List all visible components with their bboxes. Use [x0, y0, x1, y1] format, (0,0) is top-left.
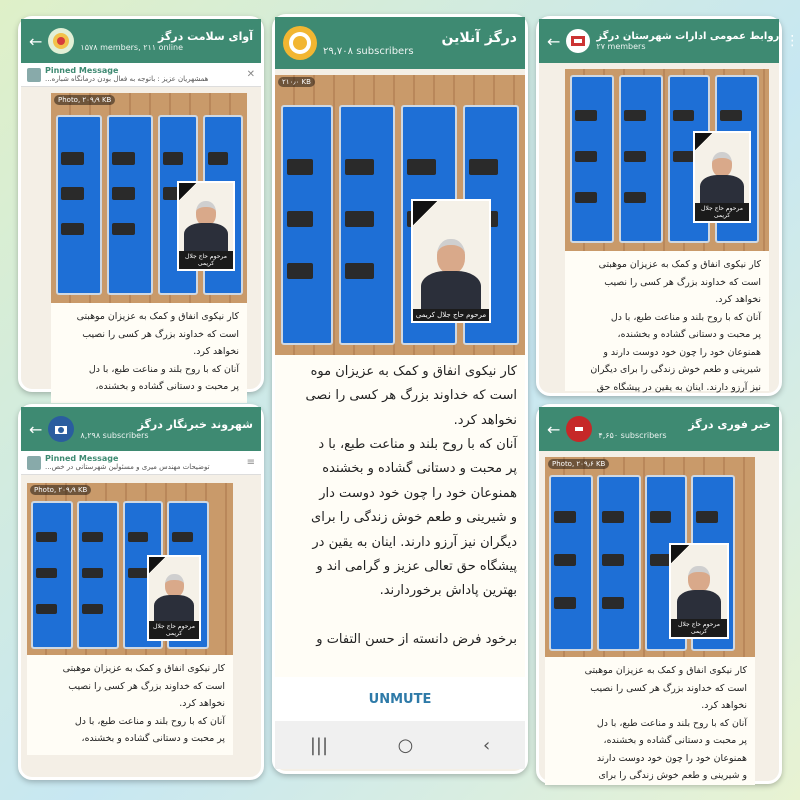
text-line: کار نیکوی انفاق و کمک به عزیزان موهبتی	[76, 311, 239, 322]
text-line: نیز آرزو دارند. اینان به یقین در پیشگاه حق	[596, 381, 761, 393]
mourning-ribbon	[671, 545, 691, 577]
pinned-text: توضیحات مهندس میری و مسئولین شهرستانی در خص...	[45, 463, 210, 471]
back-arrow-icon[interactable]: ←	[29, 419, 43, 439]
message-photo[interactable]	[27, 483, 233, 655]
channel-avatar[interactable]	[566, 416, 592, 442]
home-icon[interactable]: ○	[397, 734, 414, 756]
office-logo-icon	[569, 32, 587, 50]
text-line: آنان که با روح بلند و مناعت طبع، با د	[318, 437, 517, 453]
menu-icon[interactable]: ⋮	[785, 33, 800, 49]
back-arrow-icon[interactable]: ←	[29, 31, 43, 51]
text-line: همنوعان خود را چون خود دوست دار	[319, 485, 517, 501]
header-meta	[323, 30, 517, 57]
stretcher-image	[619, 75, 663, 243]
photo-size-badge: Photo, ۲۰۹٫۹ KB	[54, 95, 115, 105]
message-text	[275, 355, 525, 677]
mourning-ribbon	[695, 133, 714, 164]
text-line: پر محبت و دستانی گشاده و بخشنده،	[81, 733, 225, 745]
text-line: است که خداوند بزرگ هر کسی را نصی	[305, 388, 517, 404]
channel-subtitle: ۲۹,۷۰۸ subscribers	[323, 45, 414, 57]
text-line: نخواهد کرد.	[701, 700, 747, 712]
channel-title: خبر فوری درگز	[688, 418, 771, 431]
channel-avatar[interactable]	[48, 416, 74, 442]
channel-subtitle: ۱۵۷۸ members, ۲۱۱ online	[80, 43, 184, 52]
text-line: کار نیکوی انفاق و کمک به عزیزان موهبتی	[62, 663, 225, 674]
header-meta	[598, 418, 771, 440]
pinned-message-bar[interactable]	[21, 63, 261, 87]
portrait-caption: مرحوم حاج جلال کریمی	[695, 203, 749, 221]
channel-avatar[interactable]	[48, 28, 74, 54]
text-line: است که خداوند بزرگ هر کسی را نصیب	[590, 682, 747, 694]
message-photo[interactable]	[275, 75, 525, 355]
panel-shahrvand-khabarnegar	[18, 404, 264, 780]
message-text	[51, 303, 247, 403]
stretcher-image	[107, 115, 153, 295]
text-line: پر محبت و دستانی گشاده و بخشنده،	[95, 381, 239, 393]
photo-size-badge: Photo, ۲۰۹٫۹ KB	[30, 485, 91, 495]
text-line: کار نیکوی انفاق و کمک به عزیزان موه	[310, 364, 517, 379]
message-photo[interactable]	[51, 93, 247, 303]
unmute-button[interactable]: UNMUTE	[275, 677, 525, 721]
channel-subtitle: ۸,۲۹۸ subscribers	[80, 431, 149, 440]
pinned-thumbnail	[27, 68, 41, 82]
text-line: دیگران نیز آرزو دارند. اینان به یقین در	[312, 534, 517, 550]
portrait-caption: مرحوم حاج جلال کریمی	[149, 621, 199, 639]
chat-header[interactable]	[275, 17, 525, 69]
text-line: است که خداوند بزرگ هر کسی را نصیب	[68, 680, 225, 692]
channel-subtitle: ۴,۶۵۰ subscribers	[598, 431, 667, 440]
text-line: آنان که با روح بلند و مناعت طبع، با دل	[596, 717, 747, 729]
pinned-label: Pinned Message	[45, 454, 119, 463]
health-logo-icon	[52, 32, 70, 50]
chat-header[interactable]	[539, 19, 800, 63]
text-line: شیرینی و طعم خوش زندگی را برای دیگران	[590, 364, 761, 376]
portrait-caption: مرحوم حاج جلال کریمی	[671, 619, 727, 637]
text-line: و شیرینی و طعم خوش زندگی را برای	[598, 770, 747, 782]
message-photo[interactable]	[565, 69, 769, 251]
text-line: پر محبت و دستانی گشاده و بخشنده	[322, 461, 517, 477]
text-line: نخواهد کرد.	[193, 346, 239, 358]
channel-avatar[interactable]	[566, 29, 590, 53]
stretcher-image	[570, 75, 614, 243]
memorial-portrait	[693, 131, 751, 223]
text-line: پر محبت و دستانی گشاده و بخشنده،	[617, 329, 761, 341]
text-line: برخود فرض دانسته از حسن التفات و	[316, 631, 517, 647]
text-line: همنوعان خود را چون خود دوست دارند و	[603, 346, 761, 358]
portrait-caption: مرحوم حاج جلال کریمی	[179, 251, 233, 269]
pinned-text: همشهریان عزیز : باتوجه به فعال بودن درمانگاه شباره...	[45, 75, 209, 83]
text-line: است که خداوند بزرگ هر کسی را نصیب	[604, 276, 761, 288]
android-nav-bar	[275, 721, 525, 769]
back-arrow-icon[interactable]: ←	[547, 31, 561, 51]
mourning-ribbon	[149, 557, 167, 586]
text-line: کار نیکوی انفاق و کمک به عزیزان موهبتی	[584, 665, 747, 676]
pinned-thumbnail	[27, 456, 41, 470]
mourning-ribbon	[413, 201, 440, 243]
text-line: پر محبت و دستانی گشاده و بخشنده،	[603, 735, 747, 747]
header-meta	[80, 30, 253, 52]
text-line: آنان که با روح بلند و مناعت طبع، با دل	[610, 311, 761, 323]
chat-header[interactable]	[21, 19, 261, 63]
close-icon[interactable]: ✕	[246, 69, 255, 80]
header-meta	[596, 31, 779, 51]
text-line: و شیرینی و طعم خوش زندگی را برای	[311, 510, 517, 526]
pinned-message-bar[interactable]	[21, 451, 261, 475]
pinned-label: Pinned Message	[45, 66, 119, 75]
photo-size-badge: ۲۱۰٫۰ KB	[278, 77, 315, 87]
chat-header[interactable]	[21, 407, 261, 451]
panel-dargaz-online	[272, 14, 528, 774]
channel-title: درگز آنلاین	[441, 29, 517, 46]
panel-ravabet-omoomi	[536, 16, 800, 396]
panel-khabar-fori	[536, 404, 782, 784]
stretcher-image	[549, 475, 593, 651]
memorial-portrait	[177, 181, 235, 271]
back-nav-icon[interactable]: ‹	[482, 734, 491, 756]
channel-subtitle: ۲۷ members	[596, 42, 646, 51]
text-line: نخواهد کرد.	[453, 412, 517, 428]
text-line: نخواهد کرد.	[715, 294, 761, 306]
message-text	[27, 655, 233, 755]
text-line: کار نیکوی انفاق و کمک به عزیزان موهبتی	[598, 259, 761, 270]
message-photo[interactable]	[545, 457, 755, 657]
header-meta	[80, 418, 253, 440]
stretcher-image	[56, 115, 102, 295]
text-line: نخواهد کرد.	[179, 698, 225, 710]
memorial-portrait	[147, 555, 201, 641]
citizen-reporter-logo-icon	[52, 420, 70, 438]
mourning-ribbon	[179, 183, 198, 213]
memorial-portrait	[411, 199, 491, 323]
back-arrow-icon[interactable]: ←	[547, 419, 561, 439]
message-text	[545, 657, 755, 785]
stretcher-image	[339, 105, 395, 345]
channel-avatar[interactable]	[283, 26, 317, 60]
dargaz-online-logo-icon	[288, 31, 312, 55]
text-line: آنان که با روح بلند و مناعت طبع، با دل	[74, 715, 225, 727]
message-text	[565, 251, 769, 391]
text-line	[283, 605, 517, 627]
text-line: آنان که با روح بلند و مناعت طبع، با دل	[88, 363, 239, 375]
stretcher-image	[31, 501, 73, 649]
text-line: بهترین پاداش برخوردارند.	[379, 583, 517, 599]
channel-title: آوای سلامت درگز	[158, 30, 253, 43]
recent-apps-icon[interactable]: |||	[309, 734, 329, 756]
pin-list-icon[interactable]: ≡	[246, 457, 255, 468]
channel-title: شهروند خبرنگار درگز	[137, 418, 253, 431]
stretcher-image	[597, 475, 641, 651]
breaking-news-logo-icon	[570, 420, 588, 438]
stretcher-image	[77, 501, 119, 649]
text-line: همنوعان خود را چون خود دوست دارند	[596, 752, 747, 764]
stretcher-image	[281, 105, 333, 345]
portrait-caption: مرحوم حاج جلال کریمی	[413, 309, 489, 321]
text-line: است که خداوند بزرگ هر کسی را نصیب	[82, 328, 239, 340]
photo-size-badge: Photo, ۲۰۹٫۶ KB	[548, 459, 609, 469]
chat-header[interactable]	[539, 407, 779, 451]
panel-avaye-salamat	[18, 16, 264, 392]
text-line: پیشگاه حق تعالی عزیز و گرامی اند و	[316, 558, 517, 574]
channel-title: روابط عمومی ادارات شهرستان درگز	[596, 31, 780, 42]
memorial-portrait	[669, 543, 729, 639]
